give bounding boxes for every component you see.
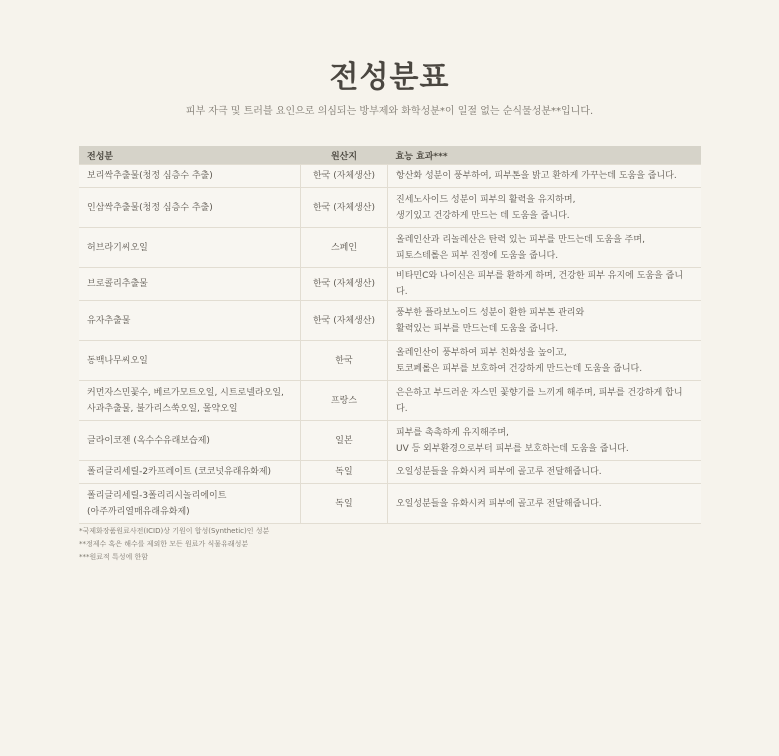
ingredient-name-line: 사과추출물, 불가리스쑥오일, 몰약오일 [87, 403, 238, 414]
ingredient-origin: 한국 (자체생산) [301, 268, 388, 301]
ingredient-name [79, 341, 301, 381]
table-row [79, 484, 701, 524]
ingredient-name [79, 228, 301, 268]
ingredient-effect-line: 비타민C와 나이신은 피부를 환하게 하며, 건강한 피부 유지에 도움을 줍니다. [396, 271, 684, 297]
ingredient-effect [388, 188, 702, 228]
ingredient-effect-line: 피부를 촉촉하게 유지해주며, [396, 427, 509, 438]
ingredient-name-line: (아주까리열매유래유화제) [87, 506, 190, 517]
ingredient-table [79, 146, 701, 524]
ingredient-origin: 한국 [301, 341, 388, 381]
ingredient-name [79, 381, 301, 421]
ingredient-origin: 한국 (자체생산) [301, 188, 388, 228]
ingredient-effect [388, 301, 702, 341]
table-row [79, 381, 701, 421]
ingredient-origin: 한국 (자체생산) [301, 165, 388, 188]
table-row [79, 301, 701, 341]
ingredient-origin: 스페인 [301, 228, 388, 268]
footnote: ***원료적 특성에 한함 [79, 553, 149, 561]
table-row [79, 228, 701, 268]
table-row [79, 341, 701, 381]
table-row [79, 268, 701, 301]
ingredient-effect-line: 토코페롤은 피부를 보호하여 건강하게 만드는데 도움을 줍니다. [396, 363, 643, 374]
ingredient-effect-line: 생기있고 건강하게 만드는 데 도움을 줍니다. [396, 210, 570, 221]
ingredient-effect-line: 올레인산이 풍부하여 피부 친화성을 높이고, [396, 347, 567, 358]
table-row [79, 461, 701, 484]
table-row [79, 165, 701, 188]
ingredient-name-line: 유자추출물 [87, 315, 131, 326]
ingredient-name-line: 폴리글리세릴-3폴리리시놀리에이트 [87, 490, 227, 501]
ingredient-origin: 일본 [301, 421, 388, 461]
ingredient-origin: 독일 [301, 461, 388, 484]
ingredient-effect-line: 오일성분들을 유화시켜 피부에 골고루 전달해줍니다. [396, 498, 602, 509]
footnote: *국제화장품원료사전(ICID)상 기원이 합성(Synthetic)인 성분 [79, 527, 270, 535]
ingredient-effect [388, 484, 702, 524]
ingredient-name [79, 188, 301, 228]
ingredient-effect-line: 은은하고 부드러운 자스민 꽃향기를 느끼게 해주며, 피부를 건강하게 합니다. [396, 387, 683, 414]
ingredient-name [79, 421, 301, 461]
ingredient-name [79, 484, 301, 524]
ingredient-name-line: 폴리글리세릴-2카프레이트 (코코넛유래유화제) [87, 467, 272, 477]
table-row [79, 421, 701, 461]
ingredient-name-line: 허브라기씨오일 [87, 242, 148, 253]
ingredient-effect-line: 오일성분들을 유화시켜 피부에 골고루 전달해줍니다. [396, 467, 602, 477]
page-subtitle: 피부 자극 및 트러블 요인으로 의심되는 방부제와 화학성분*이 일절 없는 순식물성분**입니다. [185, 106, 594, 117]
ingredient-origin: 프랑스 [301, 381, 388, 421]
ingredient-effect-line: 활력있는 피부를 만드는데 도움을 줍니다. [396, 323, 559, 334]
ingredient-effect-line: UV 등 외부환경으로부터 피부를 보호하는데 도움을 줍니다. [396, 443, 629, 454]
ingredient-name [79, 461, 301, 484]
header-origin: 원산지 [301, 146, 388, 165]
ingredient-effect-line: 진세노사이드 성분이 피부의 활력을 유지하며, [396, 194, 576, 205]
ingredient-effect [388, 421, 702, 461]
ingredient-effect-line: 올레인산과 리놀레산은 탄력 있는 피부를 만드는데 도움을 주며, [396, 234, 645, 245]
ingredient-name-line: 인삼싹추출물(청정 심층수 추출) [87, 202, 213, 213]
ingredient-effect-line: 풍부한 플라보노이드 성분이 환한 피부톤 관리와 [396, 307, 585, 318]
footnotes [79, 525, 269, 564]
ingredient-name [79, 165, 301, 188]
ingredient-name [79, 301, 301, 341]
ingredient-origin: 한국 (자체생산) [301, 301, 388, 341]
footnote: **정제수 혹은 해수를 제외한 모든 원료가 식물유래성분 [79, 540, 249, 548]
table-header-row [79, 146, 701, 165]
header-effect: 효능 효과*** [388, 146, 702, 165]
ingredient-effect [388, 268, 702, 301]
table-row [79, 188, 701, 228]
ingredient-name-line: 보리싹추출물(청정 심층수 추출) [87, 171, 213, 181]
ingredient-effect [388, 165, 702, 188]
ingredient-origin: 독일 [301, 484, 388, 524]
header-ingredient: 전성분 [79, 146, 301, 165]
ingredient-effect-line: 피토스테롤은 피부 진정에 도움을 줍니다. [396, 250, 559, 261]
page-title: 전성분표 [329, 60, 450, 95]
ingredient-name-line: 커먼자스민꽃수, 베르가모트오일, 시트로넬라오일, [87, 387, 284, 398]
ingredient-name-line: 브로콜리추출물 [87, 279, 148, 289]
ingredient-effect [388, 381, 702, 421]
ingredient-name [79, 268, 301, 301]
ingredient-effect-line: 항산화 성분이 풍부하여, 피부톤을 밝고 환하게 가꾸는데 도움을 줍니다. [396, 171, 677, 181]
ingredient-effect [388, 341, 702, 381]
ingredient-effect [388, 228, 702, 268]
ingredient-effect [388, 461, 702, 484]
ingredient-name-line: 동백나무씨오일 [87, 355, 148, 366]
ingredient-name-line: 글라이코젠 (옥수수유래보습제) [87, 435, 210, 446]
